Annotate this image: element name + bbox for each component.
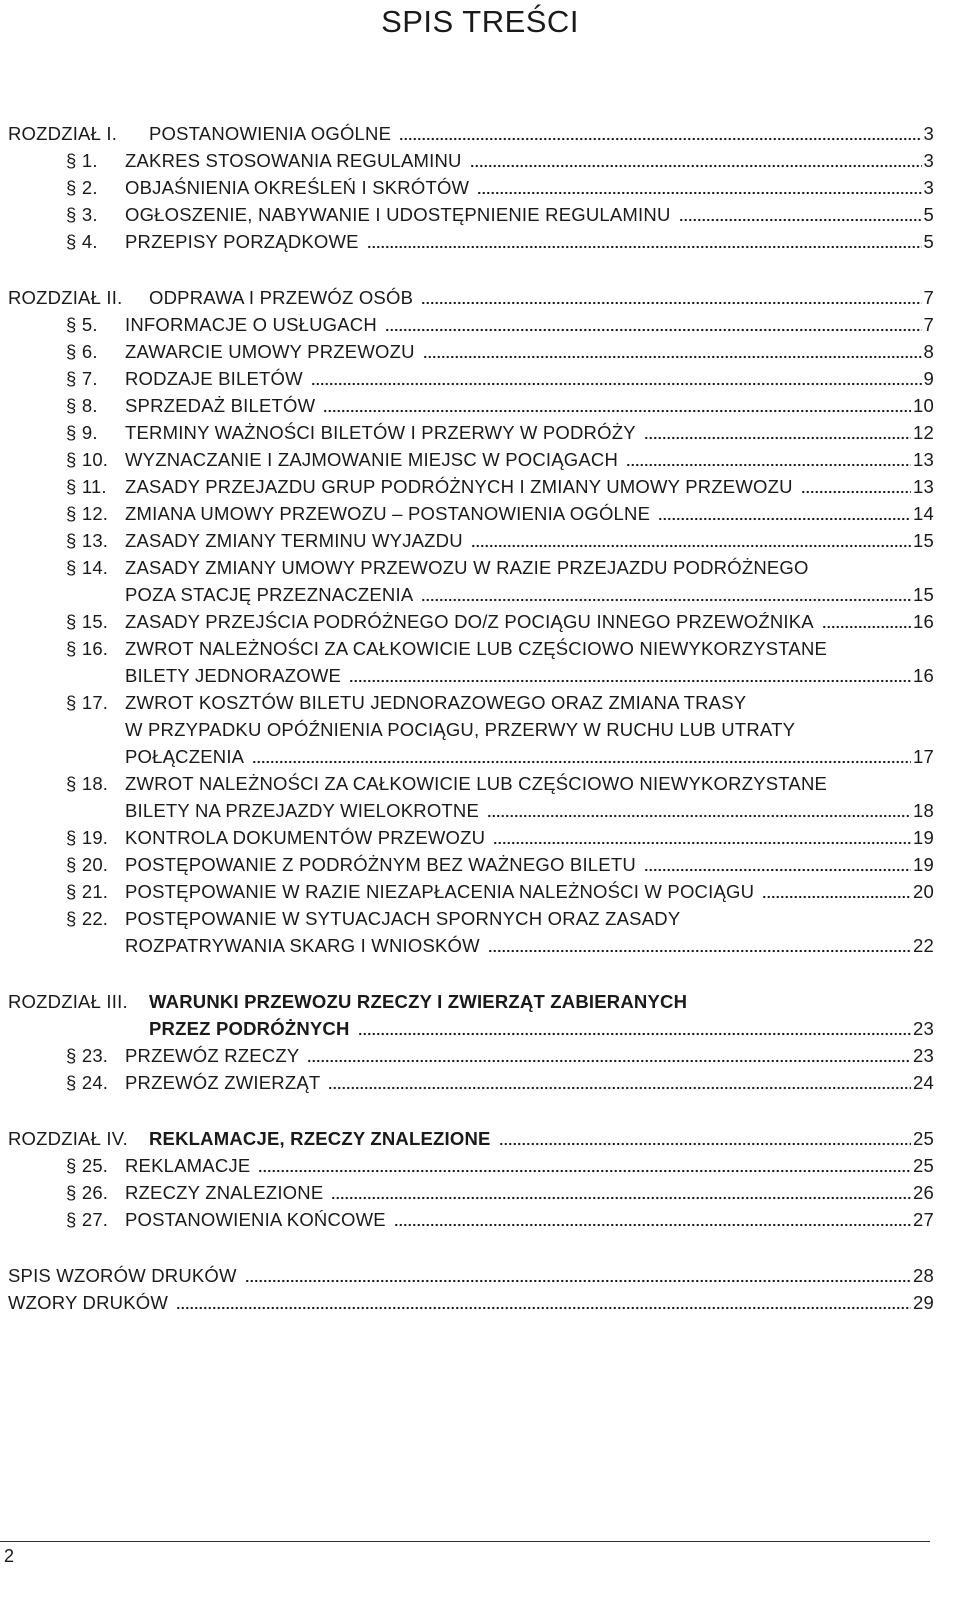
- leader-dots: [421, 588, 911, 602]
- page-ref: 13: [913, 476, 934, 497]
- dot-leader: [466, 145, 934, 172]
- leader-dots: [399, 127, 921, 141]
- page-ref: 3: [923, 177, 934, 198]
- leader-dots: [423, 345, 922, 359]
- section-title: ZASADY ZMIANY UMOWY PRZEWOZU W RAZIE PRZEJAZDU PODRÓŻNEGO: [125, 557, 809, 578]
- toc-chapter[interactable]: [8, 118, 934, 145]
- chapter-label: ROZDZIAŁ IV.: [8, 1128, 128, 1149]
- section-title: OBJAŚNIENIA OKREŚLEŃ I SKRÓTÓW: [125, 177, 470, 198]
- page-ref: 25: [913, 1155, 934, 1176]
- dot-leader: [303, 1040, 934, 1067]
- toc-section[interactable]: [8, 903, 934, 930]
- section-number: § 1.: [66, 150, 98, 171]
- leader-dots: [679, 208, 922, 222]
- appendix-title: SPIS WZORÓW DRUKÓW: [8, 1265, 237, 1286]
- toc-section[interactable]: [8, 498, 934, 525]
- dot-leader: [622, 444, 934, 471]
- dot-leader: [483, 795, 934, 822]
- page-ref: 5: [923, 231, 934, 252]
- page-ref: 3: [923, 123, 934, 144]
- leader-dots: [822, 615, 911, 629]
- toc-section-continued[interactable]: [8, 795, 934, 822]
- page-ref: 9: [923, 368, 934, 389]
- dot-leader: [345, 660, 934, 687]
- page-ref: 16: [913, 611, 934, 632]
- section-title: ZWROT KOSZTÓW BILETU JEDNORAZOWEGO ORAZ ZMIANA TRASY: [125, 692, 747, 713]
- toc-section[interactable]: [8, 417, 934, 444]
- toc-section[interactable]: [8, 849, 934, 876]
- toc-section-continued[interactable]: [8, 660, 934, 687]
- toc-section[interactable]: [8, 822, 934, 849]
- section-title-continued: BILETY NA PRZEJAZDY WIELOKROTNE: [125, 800, 480, 821]
- dot-leader: [818, 606, 934, 633]
- page-ref: 25: [913, 1128, 934, 1149]
- chapter-title-continued: PRZEZ PODRÓŻNYCH: [149, 1018, 350, 1039]
- section-number: § 10.: [66, 449, 109, 470]
- leader-dots: [176, 1296, 911, 1310]
- page-ref: 20: [913, 881, 934, 902]
- page-ref: 14: [913, 503, 934, 524]
- section-number: § 9.: [66, 422, 98, 443]
- leader-dots: [311, 372, 922, 386]
- toc-section[interactable]: [8, 768, 934, 795]
- footer-divider: [0, 1541, 930, 1542]
- page-ref: 27: [913, 1209, 934, 1230]
- chapter-label: ROZDZIAŁ I.: [8, 123, 118, 144]
- section-number: § 14.: [66, 557, 109, 578]
- toc-chapter-continued[interactable]: [8, 1013, 934, 1040]
- leader-dots: [762, 885, 911, 899]
- leader-dots: [367, 235, 922, 249]
- section-title: ZASADY ZMIANY TERMINU WYJAZDU: [125, 530, 463, 551]
- leader-dots: [477, 181, 921, 195]
- section-number: § 13.: [66, 530, 109, 551]
- toc-section[interactable]: [8, 363, 934, 390]
- section-title: POSTANOWIENIA KOŃCOWE: [125, 1209, 386, 1230]
- chapter-title: WARUNKI PRZEWOZU RZECZY I ZWIERZĄT ZABIERANYCH: [149, 991, 688, 1012]
- dot-leader: [172, 1287, 934, 1314]
- leader-dots: [421, 291, 921, 305]
- toc-section[interactable]: [8, 336, 934, 363]
- section-title: OGŁOSZENIE, NABYWANIE I UDOSTĘPNIENIE REGULAMINU: [125, 204, 671, 225]
- appendix-title: WZORY DRUKÓW: [8, 1292, 168, 1313]
- section-title: WYZNACZANIE I ZAJMOWANIE MIEJSC W POCIĄGACH: [125, 449, 619, 470]
- section-title: PRZEPISY PORZĄDKOWE: [125, 231, 359, 252]
- page-ref: 3: [923, 150, 934, 171]
- toc-section[interactable]: [8, 444, 934, 471]
- section-number: § 17.: [66, 692, 109, 713]
- dot-leader: [254, 1150, 934, 1177]
- leader-dots: [644, 426, 911, 440]
- dot-leader: [417, 579, 934, 606]
- leader-dots: [644, 858, 911, 872]
- dot-leader: [363, 226, 934, 253]
- dot-leader: [484, 930, 934, 957]
- section-title-continued: BILETY JEDNORAZOWE: [125, 665, 342, 686]
- page-ref: 28: [913, 1265, 934, 1286]
- dot-leader: [307, 363, 934, 390]
- dot-leader: [319, 390, 934, 417]
- toc-section[interactable]: [8, 471, 934, 498]
- toc-section[interactable]: [8, 687, 934, 714]
- dot-leader: [395, 118, 934, 145]
- dot-leader: [640, 417, 934, 444]
- leader-dots: [626, 453, 911, 467]
- page-ref: 18: [913, 800, 934, 821]
- section-number: § 25.: [66, 1155, 109, 1176]
- leader-dots: [658, 507, 911, 521]
- leader-dots: [801, 480, 911, 494]
- section-number: § 8.: [66, 395, 98, 416]
- leader-dots: [394, 1213, 911, 1227]
- dot-leader: [248, 741, 934, 768]
- leader-dots: [252, 750, 911, 764]
- page-ref: 15: [913, 530, 934, 551]
- toc-section[interactable]: [8, 876, 934, 903]
- toc-section-continued[interactable]: [8, 579, 934, 606]
- page-ref: 29: [913, 1292, 934, 1313]
- page-ref: 8: [923, 341, 934, 362]
- page-title: SPIS TREŚCI: [381, 4, 579, 39]
- toc-section-continued[interactable]: [8, 714, 934, 741]
- section-number: § 20.: [66, 854, 109, 875]
- section-title: ZMIANA UMOWY PRZEWOZU – POSTANOWIENIA OGÓLNE: [125, 503, 651, 524]
- toc-section[interactable]: [8, 1040, 934, 1067]
- section-title: ZAWARCIE UMOWY PRZEWOZU: [125, 341, 415, 362]
- page-ref: 5: [923, 204, 934, 225]
- section-title-continued: ROZPATRYWANIA SKARG I WNIOSKÓW: [125, 935, 480, 956]
- toc-section[interactable]: [8, 525, 934, 552]
- section-number: § 26.: [66, 1182, 109, 1203]
- toc-section[interactable]: [8, 1204, 934, 1231]
- section-title: POSTĘPOWANIE Z PODRÓŻNYM BEZ WAŻNEGO BILETU: [125, 854, 636, 875]
- section-title: POSTĘPOWANIE W RAZIE NIEZAPŁACENIA NALEŻNOŚCI W POCIĄGU: [125, 881, 755, 902]
- dot-leader: [419, 336, 934, 363]
- section-title: POSTĘPOWANIE W SYTUACJACH SPORNYCH ORAZ ZASADY: [125, 908, 681, 929]
- page-ref: 7: [923, 314, 934, 335]
- page-ref: 13: [913, 449, 934, 470]
- section-title: ZWROT NALEŻNOŚCI ZA CAŁKOWICIE LUB CZĘŚCIOWO NIEWYKORZYSTANE: [125, 773, 828, 794]
- chapter-title: ODPRAWA I PRZEWÓZ OSÓB: [149, 287, 414, 308]
- dot-leader: [495, 1123, 934, 1150]
- dot-leader: [417, 282, 934, 309]
- section-number: § 21.: [66, 881, 109, 902]
- leader-dots: [488, 939, 911, 953]
- section-title-continued: POZA STACJĘ PRZEZNACZENIA: [125, 584, 414, 605]
- dot-leader: [354, 1013, 934, 1040]
- dot-leader: [640, 849, 934, 876]
- dot-leader: [327, 1177, 934, 1204]
- section-title-line2: W PRZYPADKU OPÓŹNIENIA POCIĄGU, PRZERWY W RUCHU LUB UTRATY: [125, 719, 796, 740]
- leader-dots: [470, 154, 922, 168]
- section-number: § 23.: [66, 1045, 109, 1066]
- section-number: § 3.: [66, 204, 98, 225]
- chapter-label: ROZDZIAŁ II.: [8, 287, 123, 308]
- dot-leader: [324, 1067, 934, 1094]
- page-ref: 23: [913, 1018, 934, 1039]
- section-number: § 22.: [66, 908, 109, 929]
- dot-leader: [473, 172, 934, 199]
- chapter-title: REKLAMACJE, RZECZY ZNALEZIONE: [149, 1128, 491, 1149]
- section-number: § 18.: [66, 773, 109, 794]
- page-ref: 22: [913, 935, 934, 956]
- toc-section-continued[interactable]: [8, 741, 934, 768]
- section-title: TERMINY WAŻNOŚCI BILETÓW I PRZERWY W PODRÓŻY: [125, 422, 636, 443]
- dot-leader: [675, 199, 934, 226]
- dot-leader: [758, 876, 934, 903]
- leader-dots: [307, 1049, 911, 1063]
- toc-appendix[interactable]: [8, 1287, 934, 1314]
- toc-section[interactable]: [8, 552, 934, 579]
- section-number: § 2.: [66, 177, 98, 198]
- dot-leader: [489, 822, 934, 849]
- section-title: ZASADY PRZEJŚCIA PODRÓŻNEGO DO/Z POCIĄGU INNEGO PRZEWOŹNIKA: [125, 611, 814, 632]
- section-title: ZWROT NALEŻNOŚCI ZA CAŁKOWICIE LUB CZĘŚCIOWO NIEWYKORZYSTANE: [125, 638, 828, 659]
- section-title: ZASADY PRZEJAZDU GRUP PODRÓŻNYCH I ZMIANY UMOWY PRZEWOZU: [125, 476, 793, 497]
- dot-leader: [797, 471, 934, 498]
- page-ref: 10: [913, 395, 934, 416]
- dot-leader: [390, 1204, 934, 1231]
- page-ref: 16: [913, 665, 934, 686]
- toc-chapter[interactable]: [8, 1123, 934, 1150]
- dot-leader: [241, 1260, 934, 1287]
- section-number: § 12.: [66, 503, 109, 524]
- page-number: 2: [4, 1546, 15, 1566]
- leader-dots: [323, 399, 911, 413]
- section-number: § 24.: [66, 1072, 109, 1093]
- section-number: § 19.: [66, 827, 109, 848]
- section-title: RODZAJE BILETÓW: [125, 368, 303, 389]
- leader-dots: [328, 1076, 911, 1090]
- page-ref: 12: [913, 422, 934, 443]
- page-ref: 17: [913, 746, 934, 767]
- section-number: § 16.: [66, 638, 109, 659]
- leader-dots: [471, 534, 911, 548]
- toc-section[interactable]: [8, 172, 934, 199]
- section-title: REKLAMACJE: [125, 1155, 251, 1176]
- toc-section[interactable]: [8, 199, 934, 226]
- toc-section[interactable]: [8, 1067, 934, 1094]
- toc-section[interactable]: [8, 390, 934, 417]
- chapter-title: POSTANOWIENIA OGÓLNE: [149, 123, 392, 144]
- section-number: § 15.: [66, 611, 109, 632]
- section-title: PRZEWÓZ ZWIERZĄT: [125, 1072, 321, 1093]
- leader-dots: [258, 1159, 911, 1173]
- section-title: ZAKRES STOSOWANIA REGULAMINU: [125, 150, 462, 171]
- dot-leader: [467, 525, 934, 552]
- page-ref: 24: [913, 1072, 934, 1093]
- leader-dots: [331, 1186, 911, 1200]
- section-title-continued: POŁĄCZENIA: [125, 746, 245, 767]
- section-number: § 11.: [66, 476, 107, 497]
- toc-section[interactable]: [8, 633, 934, 660]
- page-ref: 15: [913, 584, 934, 605]
- page-ref: 19: [913, 854, 934, 875]
- section-title: RZECZY ZNALEZIONE: [125, 1182, 324, 1203]
- page-ref: 19: [913, 827, 934, 848]
- section-title: PRZEWÓZ RZECZY: [125, 1045, 300, 1066]
- section-title: INFORMACJE O USŁUGACH: [125, 314, 377, 335]
- leader-dots: [499, 1132, 911, 1146]
- section-number: § 7.: [66, 368, 98, 389]
- toc-section[interactable]: [8, 226, 934, 253]
- page-ref: 7: [923, 287, 934, 308]
- leader-dots: [245, 1269, 911, 1283]
- toc-section[interactable]: [8, 145, 934, 172]
- section-number: § 27.: [66, 1209, 109, 1230]
- leader-dots: [487, 804, 911, 818]
- toc-section[interactable]: [8, 309, 934, 336]
- section-number: § 6.: [66, 341, 98, 362]
- section-title: KONTROLA DOKUMENTÓW PRZEWOZU: [125, 827, 486, 848]
- section-number: § 4.: [66, 231, 98, 252]
- toc-chapter[interactable]: [8, 282, 934, 309]
- toc-section[interactable]: [8, 606, 934, 633]
- chapter-label: ROZDZIAŁ III.: [8, 991, 128, 1012]
- leader-dots: [358, 1022, 911, 1036]
- leader-dots: [385, 318, 922, 332]
- dot-leader: [654, 498, 934, 525]
- toc-appendix[interactable]: [8, 1260, 934, 1287]
- section-title: SPRZEDAŻ BILETÓW: [125, 395, 316, 416]
- dot-leader: [381, 309, 934, 336]
- toc-section[interactable]: [8, 1177, 934, 1204]
- leader-dots: [493, 831, 911, 845]
- toc-section[interactable]: [8, 1150, 934, 1177]
- page-ref: 26: [913, 1182, 934, 1203]
- page-ref: 23: [913, 1045, 934, 1066]
- leader-dots: [349, 669, 911, 683]
- toc-section-continued[interactable]: [8, 930, 934, 957]
- section-number: § 5.: [66, 314, 98, 335]
- toc-chapter[interactable]: [8, 986, 934, 1013]
